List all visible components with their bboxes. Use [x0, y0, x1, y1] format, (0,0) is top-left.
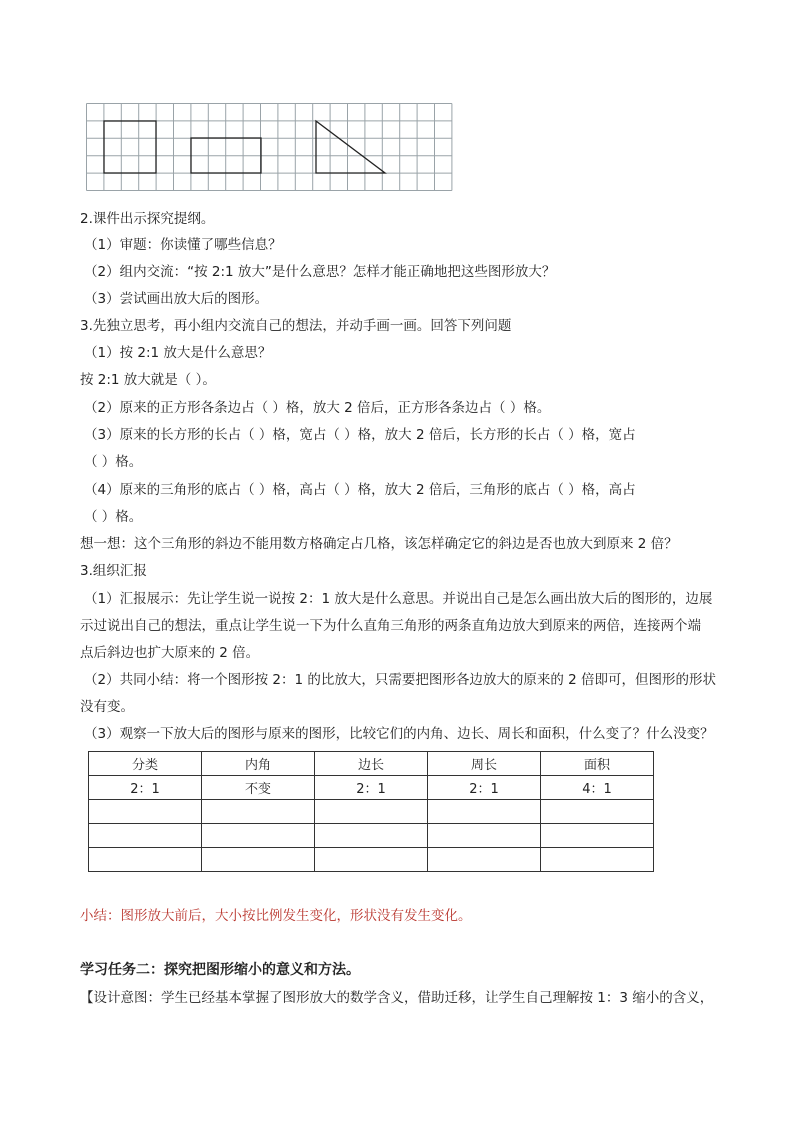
- table-cell: 2：1: [315, 776, 428, 800]
- table-cell: 不变: [202, 776, 315, 800]
- table-cell: 面积: [541, 752, 654, 776]
- table-cell: [428, 824, 541, 848]
- line-15: （1）汇报展示：先让学生说一说按 2：1 放大是什么意思。并说出自己是怎么画出放大后的图形的，边展: [84, 591, 713, 607]
- table-cell: 周长: [428, 752, 541, 776]
- line-4: （3）尝试画出放大后的图形。: [84, 291, 269, 307]
- line-11: （4）原来的三角形的底占（ ）格，高占（ ）格，放大 2 倍后，三角形的底占（ ）格，高占: [84, 482, 636, 498]
- comparison-table: [88, 751, 654, 872]
- triangle-shape: [316, 121, 385, 173]
- table-cell: [202, 800, 315, 824]
- table-row: [89, 848, 654, 872]
- line-9: （3）原来的长方形的长占（ ）格，宽占（ ）格，放大 2 倍后，长方形的长占（ ）格，宽占: [84, 427, 636, 443]
- table-cell: [89, 800, 202, 824]
- table-row: [89, 776, 654, 800]
- line-1: 2.课件出示探究提纲。: [80, 211, 215, 227]
- line-8: （2）原来的正方形各条边占（ ）格，放大 2 倍后，正方形各条边占（ ）格。: [84, 400, 551, 416]
- line-20: （3）观察一下放大后的图形与原来的图形，比较它们的内角、边长、周长和面积，什么变了？什么没变？: [84, 726, 714, 742]
- table-cell: [541, 800, 654, 824]
- table-header-row: [89, 752, 654, 776]
- table-row: [89, 800, 654, 824]
- line-19: 没有变。: [80, 699, 134, 715]
- table-cell: [428, 848, 541, 872]
- table-cell: 4：1: [541, 776, 654, 800]
- line-5: 3.先独立思考，再小组内交流自己的想法，并动手画一画。回答下列问题: [80, 318, 512, 334]
- table-cell: 分类: [89, 752, 202, 776]
- grid-lines: [87, 104, 452, 191]
- line-7: 按 2:1 放大就是（ ）。: [80, 372, 216, 388]
- line-10: （ ）格。: [84, 454, 143, 470]
- square-shape: [104, 121, 156, 173]
- line-14: 3.组织汇报: [80, 563, 147, 579]
- table-cell: [315, 800, 428, 824]
- line-6: （1）按 2:1 放大是什么意思？: [84, 345, 272, 361]
- table-row: [89, 824, 654, 848]
- line-18: （2）共同小结：将一个图形按 2：1 的比放大，只需要把图形各边放大的原来的 2 倍即可，但图形的形状: [84, 672, 717, 688]
- summary-text: 小结：图形放大前后，大小按比例发生变化，形状没有发生变化。: [80, 908, 472, 924]
- line-3: （2）组内交流：“按 2:1 放大”是什么意思？怎样才能正确地把这些图形放大？: [84, 264, 556, 280]
- table-cell: [428, 800, 541, 824]
- table-cell: [315, 824, 428, 848]
- design-intent-line: 【设计意图：学生已经基本掌握了图形放大的数学含义，借助迁移，让学生自己理解按 1：3 缩小的含义，: [80, 990, 714, 1006]
- line-12: （ ）格。: [84, 509, 143, 525]
- table-cell: [89, 824, 202, 848]
- table-cell: [541, 824, 654, 848]
- line-17: 点后斜边也扩大原来的 2 倍。: [80, 645, 260, 661]
- grid-figure: [86, 103, 460, 193]
- table-cell: [89, 848, 202, 872]
- table-cell: 边长: [315, 752, 428, 776]
- table-cell: 内角: [202, 752, 315, 776]
- table-cell: 2：1: [428, 776, 541, 800]
- table-cell: 2：1: [89, 776, 202, 800]
- table-cell: [202, 824, 315, 848]
- table-cell: [541, 848, 654, 872]
- line-13: 想一想：这个三角形的斜边不能用数方格确定占几格，该怎样确定它的斜边是否也放大到原来 2 倍？: [80, 536, 678, 552]
- table-cell: [202, 848, 315, 872]
- line-16: 示过说出自己的想法，重点让学生说一下为什么直角三角形的两条直角边放大到原来的两倍，连接两个端: [80, 618, 701, 634]
- table-cell: [315, 848, 428, 872]
- line-2: （1）审题：你读懂了哪些信息？: [84, 237, 282, 253]
- task-two-heading: 学习任务二：探究把图形缩小的意义和方法。: [80, 962, 360, 978]
